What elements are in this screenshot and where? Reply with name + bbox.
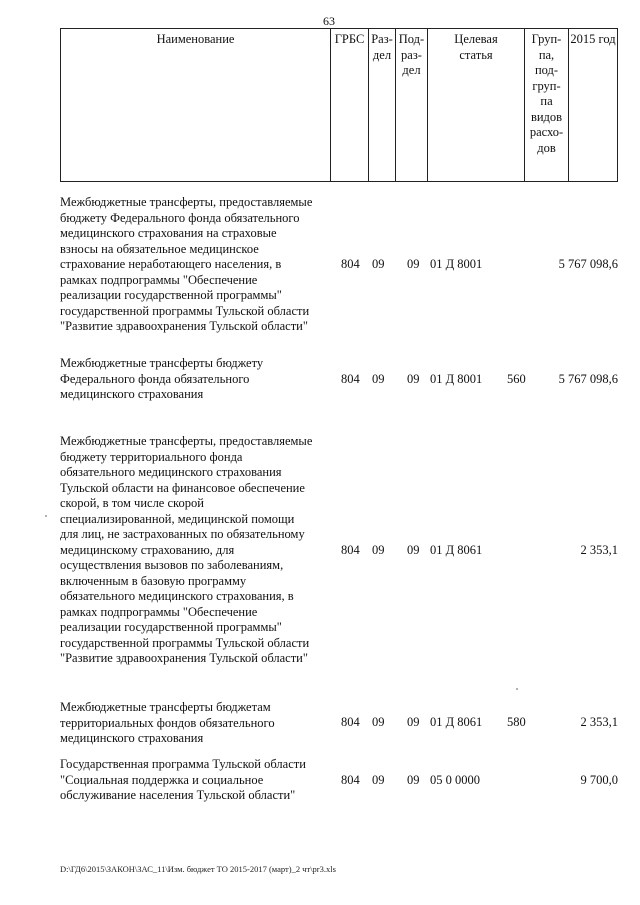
header-razdel: Раз- дел bbox=[369, 29, 396, 181]
row-sum: 2 353,1 bbox=[580, 543, 618, 557]
row-razdel: 09 bbox=[372, 715, 385, 729]
row-celevaya: 01 Д 8001 bbox=[430, 257, 483, 271]
row-podrazdel: 09 bbox=[407, 372, 420, 386]
row-razdel: 09 bbox=[372, 773, 385, 787]
row-grbs: 804 bbox=[341, 715, 360, 729]
row-podrazdel: 09 bbox=[407, 773, 420, 787]
row-grbs: 804 bbox=[341, 257, 360, 271]
header-podrazdel: Под- раз- дел bbox=[396, 29, 428, 181]
row-name: Межбюджетные трансферты, предоставляемые бюджету Федерального фонда обязательного медицинского страхования на страховые взносы на обязательное медицинское страхование неработающего населения, в рамках подпрограммы "Обеспечение реализации государственной программы" государственной программы Тульской области "Развитие здравоохранения Тульской области" bbox=[60, 195, 313, 333]
row-razdel: 09 bbox=[372, 257, 385, 271]
file-path-footer: D:\ГД6\2015\ЗАКОН\ЗАС_11\Изм. бюджет ТО 2015-2017 (март)_2 чт\pr3.xls bbox=[60, 864, 336, 874]
row-sum: 5 767 098,6 bbox=[558, 257, 618, 271]
table-row bbox=[60, 434, 618, 674]
row-razdel: 09 bbox=[372, 543, 385, 557]
table-row bbox=[60, 700, 618, 750]
header-year: 2015 год bbox=[570, 32, 616, 46]
row-celevaya: 01 Д 8061 bbox=[430, 715, 483, 729]
row-celevaya: 05 0 0000 bbox=[430, 773, 480, 787]
row-podrazdel: 09 bbox=[407, 543, 420, 557]
row-sum: 5 767 098,6 bbox=[558, 372, 618, 386]
row-gruppa: 580 bbox=[507, 715, 526, 729]
row-name: Межбюджетные трансферты, предоставляемые бюджету территориального фонда обязательного медицинского страхования Тульской области на финансовое обеспечение скорой, в том числе скорой специализированной, медицинской помощи для лиц, не застрахованных по обязательному медицинскому страхованию, для осуществления вызовов по заболеваниям, включенным в базовую программу обязательного медицинского страхования, в рамках подпрограммы "Обеспечение реализации государственной программы" государственной программы Тульской области "Развитие здравоохранения Тульской области" bbox=[60, 434, 313, 665]
row-grbs: 804 bbox=[341, 773, 360, 787]
header-gruppa: Груп- па, под- груп- па видов расхо- дов bbox=[525, 29, 569, 181]
row-razdel: 09 bbox=[372, 372, 385, 386]
row-grbs: 804 bbox=[341, 372, 360, 386]
row-grbs: 804 bbox=[341, 543, 360, 557]
row-gruppa: 560 bbox=[507, 372, 526, 386]
header-name: Наименование bbox=[61, 29, 331, 181]
scan-speck bbox=[45, 515, 47, 517]
row-podrazdel: 09 bbox=[407, 257, 420, 271]
row-celevaya: 01 Д 8061 bbox=[430, 543, 483, 557]
scan-speck bbox=[516, 688, 518, 690]
table-header bbox=[60, 28, 618, 182]
row-podrazdel: 09 bbox=[407, 715, 420, 729]
page-number: 63 bbox=[323, 14, 335, 28]
row-name: Межбюджетные трансферты бюджетам территориальных фондов обязательного медицинского страхования bbox=[60, 700, 275, 745]
row-celevaya: 01 Д 8001 bbox=[430, 372, 483, 386]
header-grbs: ГРБС bbox=[331, 29, 369, 181]
row-sum: 2 353,1 bbox=[580, 715, 618, 729]
table-row bbox=[60, 757, 618, 807]
row-name: Межбюджетные трансферты бюджету Федерального фонда обязательного медицинского страхования bbox=[60, 356, 264, 401]
table-row bbox=[60, 195, 618, 340]
row-name: Государственная программа Тульской области "Социальная поддержка и социальное обслуживание населения Тульской области" bbox=[60, 757, 306, 802]
table-row bbox=[60, 356, 618, 406]
row-sum: 9 700,0 bbox=[580, 773, 618, 787]
header-celevaya: Целевая статья bbox=[428, 29, 525, 181]
